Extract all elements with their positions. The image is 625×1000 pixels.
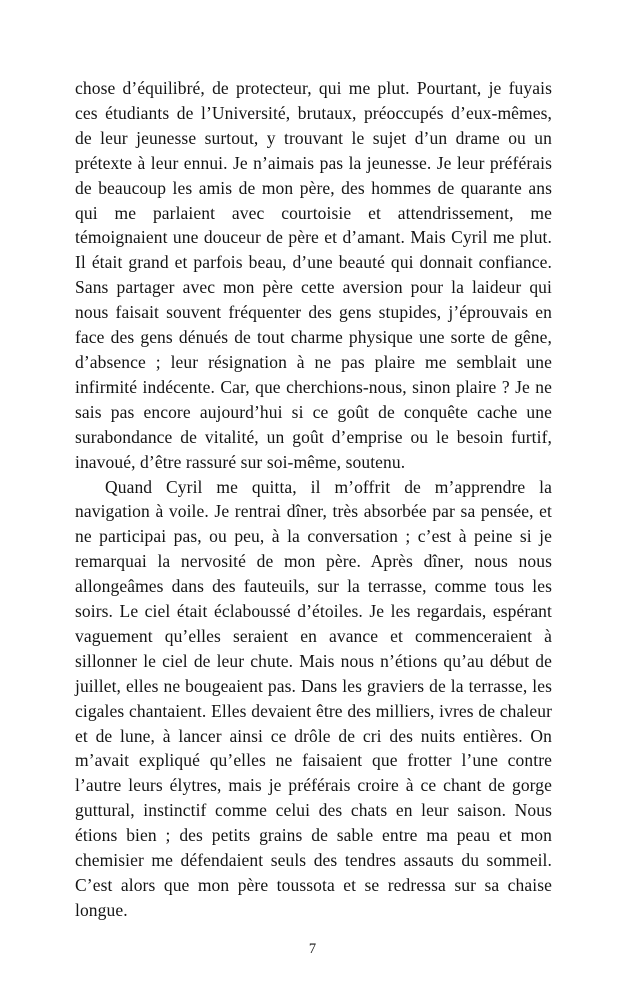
- page-text-block: [75, 76, 552, 923]
- page-number: 7: [308, 941, 317, 957]
- paragraph: Quand Cyril me quitta, il m’offrit de m’apprendre la navigation à voile. Je rentrai dîner, très absorbée par sa pensée, et ne participai pas, ou peu, à la conversation ; c’est à peine si je remarquai la nervosité de mon père. Après dîner, nous nous allongeâmes dans des fauteuils, sur la terrasse, comme tous les soirs. Le ciel était éclaboussé d’étoiles. Je les regardais, espérant vaguement qu’elles seraient en avance et commenceraient à sillonner le ciel de leur chute. Mais nous n’étions qu’au début de juillet, elles ne bougeaient pas. Dans les graviers de la terrasse, les cigales chantaient. Elles devaient être des milliers, ivres de chaleur et de lune, à lancer ainsi ce drôle de cri des nuits entières. On m’avait expliqué qu’elles ne faisaient que frotter l’une contre l’autre leurs élytres, mais je préférais croire à ce chant de gorge guttural, instinctif comme celui des chats en leur saison. Nous étions bien ; des petits grains de sable entre ma peau et mon chemisier me défendaient seuls des tendres assauts du sommeil. C’est alors que mon père toussota et se redressa sur sa chaise longue.: [75, 476, 552, 920]
- paragraph-continuation: chose d’équilibré, de protecteur, qui me plut. Pourtant, je fuyais ces étudiants de l’Université, brutaux, préoccupés d’eux-mêmes, de leur jeunesse surtout, y trouvant le sujet d’un drame ou un prétexte à leur ennui. Je n’aimais pas la jeunesse. Je leur préférais de beaucoup les amis de mon père, des hommes de quarante ans qui me parlaient avec courtoisie et attendrissement, me témoignaient une douceur de père et d’amant. Mais Cyril me plut. Il était grand et parfois beau, d’une beauté qui donnait confiance. Sans partager avec mon père cette aversion pour la laideur qui nous faisait souvent fréquenter des gens stupides, j’éprouvais en face des gens dénués de tout charme physique une sorte de gêne, d’absence ; leur résignation à ne pas plaire me semblait une infirmité indécente. Car, que cherchions-nous, sinon plaire ? Je ne sais pas encore aujourd’hui si ce goût de conquête cache une surabondance de vitalité, un goût d’emprise ou le besoin furtif, inavoué, d’être rassuré sur soi-même, soutenu.: [75, 78, 552, 472]
